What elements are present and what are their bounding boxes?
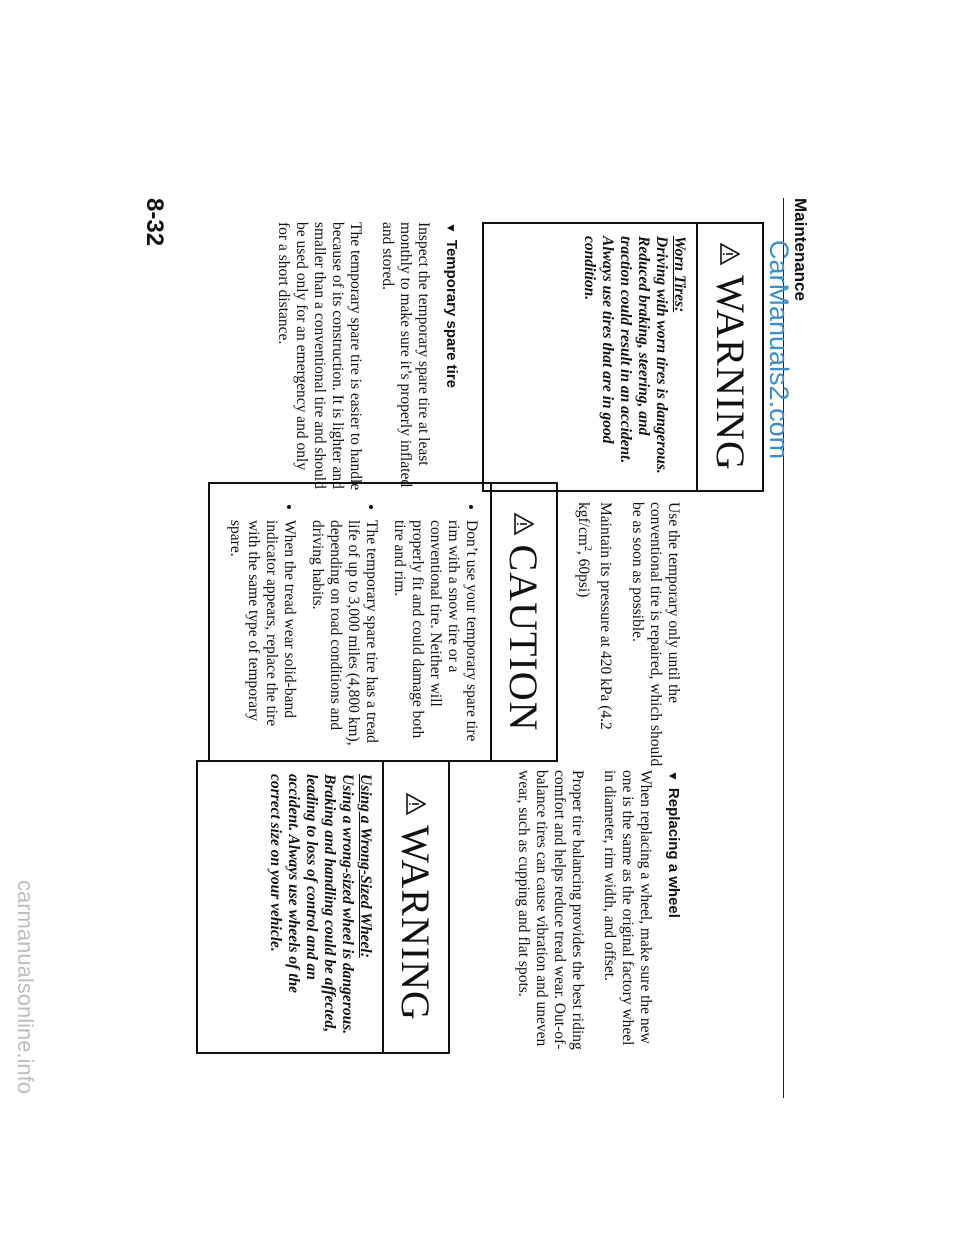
bullet-triangle-icon: ▼: [444, 222, 458, 234]
paragraph: Proper tire balancing provides the best riding comfort and helps reduce tread wear. Out-of-balance tires can cause vibration and uneven wear, such as cupping and flat spots.: [515, 770, 586, 1050]
warning-box-body: [572, 224, 696, 490]
subheading-text: Replacing a wheel: [665, 787, 682, 918]
warning-box-header: [696, 224, 762, 490]
pressure-text: Maintain its pressure at 420 kPa (4.2 kgf/cm: [574, 502, 614, 730]
paragraph: The temporary spare tire is easier to handle because of its construction. It is lighter and smaller than a conventional tire and should be used only for an emergency and only for a short distance.: [275, 222, 364, 491]
paragraph: When replacing a wheel, make sure the new one is the same as the original factory wheel in diameter, rim width, and offset.: [601, 770, 654, 1046]
watermark-carmanuals2: CarManuals2.com: [764, 240, 794, 460]
paragraph-pressure: [574, 502, 614, 772]
superscript: 2: [582, 545, 593, 551]
caution-item: • The temporary spare tire has a tread life of up to 3,000 miles (4,800 km), depending on road conditions and driving habits.: [308, 520, 380, 748]
paragraph: Use the temporary only until the conventional tire is repaired, which should be as soon as possible.: [629, 502, 682, 767]
paragraph: Inspect the temporary spare tire at least monthly to make sure it’s properly inflated and stored.: [379, 222, 432, 488]
watermark-carmanualsonline: carmanualsonline.info: [13, 880, 38, 1095]
column-right: [500, 770, 682, 1060]
caution-triangle-icon: [514, 513, 534, 535]
warning-box-body: [258, 762, 382, 1052]
warning-box-wrong-wheel: [196, 760, 450, 1054]
caution-item: • When the tread wear solid-band indicator appears, replace the tire with the same type of temporary spare.: [226, 520, 298, 748]
subheading-temporary-spare: [442, 222, 460, 492]
page-number: 8-32: [141, 198, 168, 247]
pressure-text-end: , 60psi): [574, 550, 592, 598]
warning-text: Using a wrong-sized wheel is dangerous. Braking and handling could be affected, leading to loss of control and an accident. Always use wheels of the correct size on your vehicle.: [267, 774, 356, 1035]
column-left: [260, 222, 764, 492]
caution-heading: CAUTION: [501, 544, 547, 732]
warning-title: Using a Wrong-Sized Wheel:: [357, 774, 374, 958]
warning-text: Driving with worn tires is dangerous. Reduced braking, steering, and traction could result in an accident. Always use tires that are in good condition.: [581, 236, 670, 474]
column-middle: [560, 502, 682, 772]
warning-box-header: [382, 762, 448, 1052]
warning-box-worn-tires: [482, 222, 764, 492]
warning-triangle-icon: [720, 243, 740, 265]
caution-box-body: [206, 484, 490, 760]
caution-item: • Don’t use your temporary spare tire rim with a snow tire or a conventional tire. Neither will properly fit and could damage both tire and rim.: [390, 520, 480, 748]
caution-box: [208, 482, 558, 762]
caution-box-header: [490, 484, 556, 760]
section-title: Maintenance: [791, 198, 810, 301]
warning-triangle-icon: [406, 793, 426, 815]
warning-title: Worn Tires:: [671, 236, 688, 313]
caution-list: [226, 504, 480, 748]
warning-heading: WARNING: [393, 825, 439, 1021]
warning-heading: WARNING: [708, 275, 753, 471]
bullet-triangle-icon: ▼: [666, 770, 680, 782]
subheading-replacing-wheel: [664, 770, 682, 1060]
subheading-text: Temporary spare tire: [443, 239, 460, 389]
